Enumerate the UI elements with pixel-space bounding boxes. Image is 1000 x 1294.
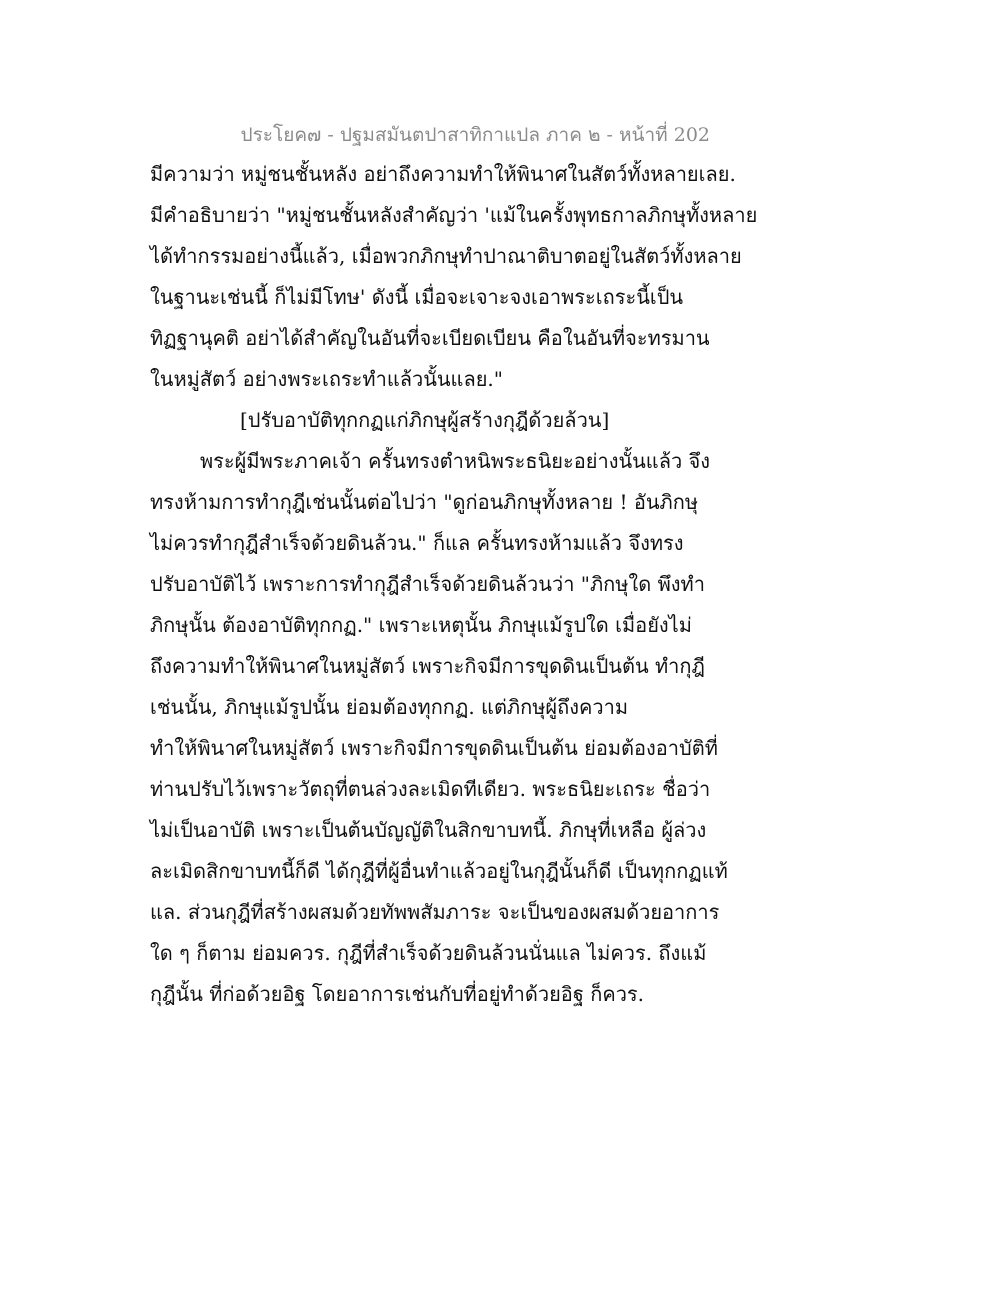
text-line: ทิฏฐานุคติ อย่าได้สำคัญในอันที่จะเบียดเบียน คือในอันที่จะทรมาน — [150, 326, 710, 350]
text-line: ทำให้พินาศในหมู่สัตว์ เพราะกิจมีการขุดดินเป็นต้น ย่อมต้องอาบัติที่ — [150, 736, 718, 760]
text-line: ปรับอาบัติไว้ เพราะการทำกุฎีสำเร็จด้วยดินล้วนว่า "ภิกษุใด พึงทำ — [150, 572, 705, 596]
paragraph-1 — [150, 154, 850, 400]
text-line: ท่านปรับไว้เพราะวัตถุที่ตนล่วงละเมิดทีเดียว. พระธนิยะเถระ ชื่อว่า — [150, 777, 711, 801]
text-line: ใด ๆ ก็ตาม ย่อมควร. กุฎีที่สำเร็จด้วยดินล้วนนั่นแล ไม่ควร. ถึงแม้ — [150, 941, 707, 965]
text-line: ในหมู่สัตว์ อย่างพระเถระทำแล้วนั้นแลย." — [150, 367, 503, 391]
running-header: ประโยค๗ - ปฐมสมันตปาสาทิกาแปล ภาค ๒ - หน้าที่ 202 — [240, 124, 710, 146]
text-line: มีคำอธิบายว่า "หมู่ชนชั้นหลังสำคัญว่า 'แม้ในครั้งพุทธกาลภิกษุทั้งหลาย — [150, 203, 758, 227]
section-heading: [ปรับอาบัติทุกกฏแก่ภิกษุผู้สร้างกุฎีด้วยล้วน] — [240, 408, 610, 432]
text-line: เช่นนั้น, ภิกษุแม้รูปนั้น ย่อมต้องทุกกฏ. แต่ภิกษุผู้ถึงความ — [150, 695, 629, 719]
text-line: แล. ส่วนกุฎีที่สร้างผสมด้วยทัพพสัมภาระ จะเป็นของผสมด้วยอาการ — [150, 900, 720, 924]
paragraph-2 — [150, 441, 850, 1015]
text-line: ไม่เป็นอาบัติ เพราะเป็นต้นบัญญัติในสิกขาบทนี้. ภิกษุที่เหลือ ผู้ล่วง — [150, 818, 707, 842]
text-line: ในฐานะเช่นนี้ ก็ไม่มีโทษ' ดังนี้ เมื่อจะเจาะจงเอาพระเถระนี้เป็น — [150, 285, 684, 309]
text-line: กุฎีนั้น ที่ก่อด้วยอิฐ โดยอาการเช่นกับที่อยู่ทำด้วยอิฐ ก็ควร. — [150, 982, 645, 1006]
text-line: ถึงความทำให้พินาศในหมู่สัตว์ เพราะกิจมีการขุดดินเป็นต้น ทำกุฎี — [150, 654, 705, 678]
text-line: ละเมิดสิกขาบทนี้ก็ดี ได้กุฎีที่ผู้อื่นทำแล้วอยู่ในกุฎีนั้นก็ดี เป็นทุกกฏแท้ — [150, 859, 728, 883]
body-text — [150, 154, 850, 1015]
text-line: ไม่ควรทำกุฎีสำเร็จด้วยดินล้วน." ก็แล ครั้นทรงห้ามแล้ว จึงทรง — [150, 531, 684, 555]
text-line: ได้ทำกรรมอย่างนี้แล้ว, เมื่อพวกภิกษุทำปาณาติบาตอยู่ในสัตว์ทั้งหลาย — [150, 244, 742, 268]
text-line: ภิกษุนั้น ต้องอาบัติทุกกฏ." เพราะเหตุนั้น ภิกษุแม้รูปใด เมื่อยังไม่ — [150, 613, 692, 637]
text-line: มีความว่า หมู่ชนชั้นหลัง อย่าถึงความทำให้พินาศในสัตว์ทั้งหลายเลย. — [150, 162, 736, 186]
text-line: ทรงห้ามการทำกุฎีเช่นนั้นต่อไปว่า "ดูก่อนภิกษุทั้งหลาย ! อันภิกษุ — [150, 490, 699, 514]
text-line: พระผู้มีพระภาคเจ้า ครั้นทรงตำหนิพระธนิยะอย่างนั้นแล้ว จึง — [200, 449, 711, 473]
